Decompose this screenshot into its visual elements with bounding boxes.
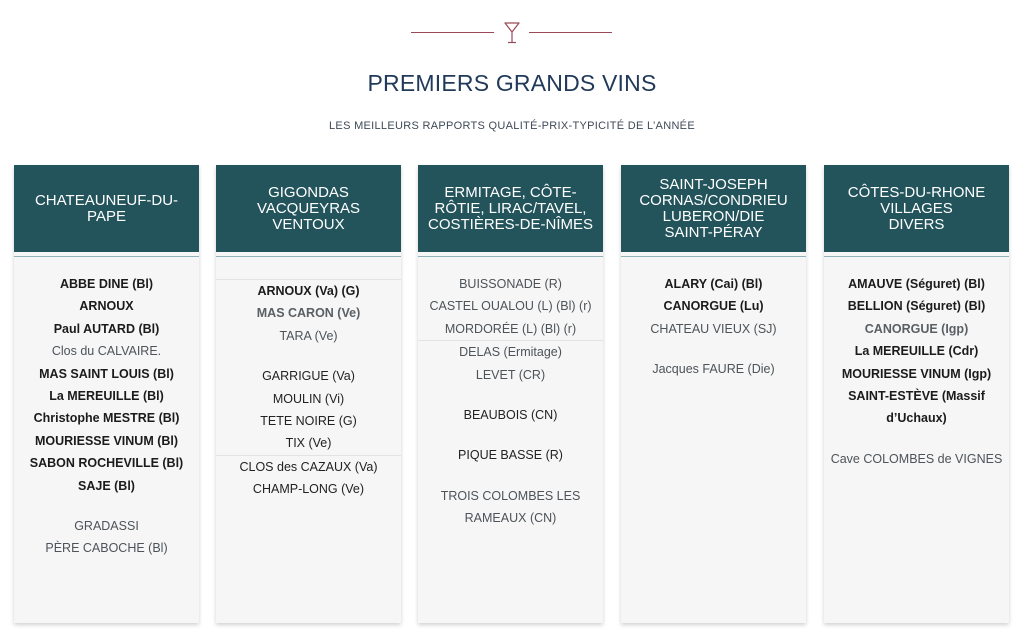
appellation-column [216,165,401,623]
wine-entry: ABBE DINE (Bl) [59,277,154,291]
wine-entry: TARA (Ve) [279,328,338,343]
wine-entry: BEAUBOIS (CN) [463,408,558,423]
wine-list [621,257,806,381]
column-header [824,165,1009,252]
wine-entry: Christophe MESTRE (Bl) [33,411,180,426]
wine-entry: SABON ROCHEVILLE (Bl) [29,456,184,471]
wine-entry: BELLION (Séguret) (Bl) [847,299,986,314]
page-title: PREMIERS GRANDS VINS [367,70,657,96]
page-subtitle: LES MEILLEURS RAPPORTS QUALITÉ-PRIX-TYPICITÉ DE L’ANNÉE [329,120,695,132]
column-title: GIGONDAS VACQUEYRAS VENTOUX [256,183,361,233]
list-spacer [418,386,603,404]
wine-entry: La MEREUILLE (Cdr) [854,344,979,359]
wine-entry: TROIS COLOMBES LES [440,488,581,503]
wine-entry: PÈRE CABOCHE (Bl) [45,541,168,556]
wine-entry: GRADASSI [74,519,139,534]
wine-entry: RAMEAUX (CN) [464,511,557,526]
appellation-column [14,165,199,623]
list-spacer [621,340,806,358]
wine-entry: BUISSONADE (R) [459,277,562,291]
wine-entry: CASTEL OUALOU (L) (Bl) (r) [429,299,592,314]
column-title: CÔTES-DU-RHONE VILLAGES DIVERS [847,183,986,233]
list-spacer [14,497,199,515]
wine-entry: Paul AUTARD (Bl) [53,321,160,336]
wine-entry: MOURIESSE VINUM (Igp) [841,366,992,381]
wine-list [14,257,199,560]
wine-entry: MOURIESSE VINUM (Bl) [34,433,179,448]
list-spacer [824,430,1009,448]
list-spacer [418,467,603,485]
wine-entry: TETE NOIRE (G) [260,414,357,429]
wine-entry: CANORGUE (Lu) [663,299,764,314]
wine-entry: SAINT-ESTÈVE (Massif [848,389,985,404]
ornament-line-left [411,32,494,33]
wine-entry: d’Uchaux) [886,411,947,426]
wine-entry: CANORGUE (Igp) [864,321,969,336]
wine-entry: LEVET (CR) [475,367,546,382]
wine-entry: Jacques FAURE (Die) [652,362,775,377]
column-title: CHATEAUNEUF-DU- PAPE [34,191,179,225]
column-title: ERMITAGE, CÔTE- RÔTIE, LIRAC/TAVEL, COSTIÈRES-DE-NÎMES [427,183,593,233]
wine-entry: AMAUVE (Séguret) (Bl) [848,277,985,291]
wine-entry: GARRIGUE (Va) [262,369,355,384]
wine-entry: MAS SAINT LOUIS (Bl) [39,366,174,381]
wine-entry: CHAMP-LONG (Ve) [252,482,365,497]
wine-entry: MOULIN (Vi) [272,391,345,406]
column-header [621,165,806,252]
wine-entry: Clos du CALVAIRE. [51,344,162,359]
wine-entry: ARNOUX [79,299,134,314]
column-header [216,165,401,252]
wine-entry: La MEREUILLE (Bl) [49,389,164,404]
wine-entry: TIX (Ve) [285,436,332,451]
wine-list [216,257,401,501]
wine-entry: CLOS des CAZAUX (Va) [239,459,378,474]
wine-entry: PIQUE BASSE (R) [458,448,563,463]
wine-entry: DELAS (Ermitage) [459,345,562,360]
appellation-column [418,165,603,623]
wine-entry: ALARY (Cai) (Bl) [664,277,763,291]
appellation-column [621,165,806,623]
list-spacer [418,426,603,444]
list-spacer [216,347,401,365]
wine-list [824,257,1009,470]
wine-entry: CHATEAU VIEUX (SJ) [650,321,777,336]
column-header [418,165,603,252]
ornament-line-right [529,32,612,33]
wine-entry: Cave COLOMBES de VIGNES [830,451,1003,466]
cocktail-glass-icon [502,20,522,46]
wine-entry: SAJE (Bl) [78,478,135,493]
wine-entry: MORDORÉE (L) (Bl) (r) [444,321,577,336]
wine-entry: MAS CARON (Ve) [256,306,361,321]
column-header [14,165,199,252]
column-title: SAINT-JOSEPH CORNAS/CONDRIEU LUBERON/DIE SAINT-PÉRAY [639,175,788,241]
appellation-column [824,165,1009,623]
wine-entry: ARNOUX (Va) (G) [257,284,360,298]
title-ornament [0,20,1024,46]
wine-list [418,257,603,530]
